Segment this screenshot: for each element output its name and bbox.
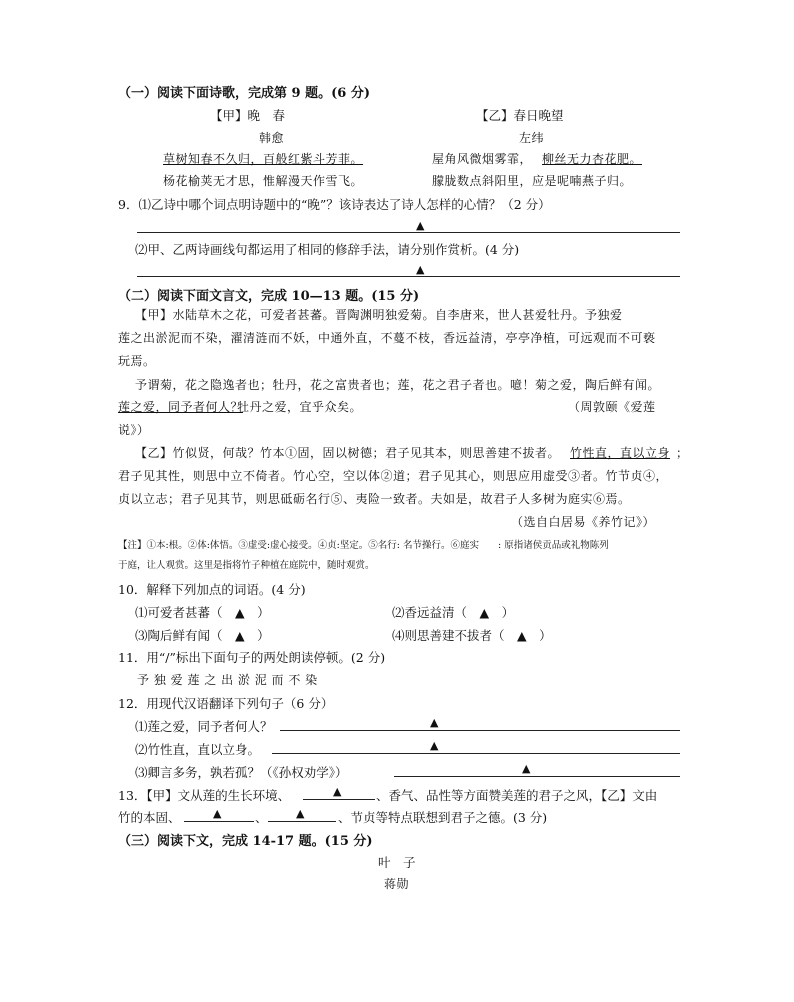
section-1-title: （一）阅读下面诗歌，完成第 9 题。(6 分) — [118, 86, 370, 101]
answer-line — [394, 776, 680, 777]
poem-a-line-1: 草树知春不久归，百般红紫斗芳菲。 — [163, 152, 364, 166]
poem-b-line-1b: 柳丝无力杏花肥。 — [542, 152, 643, 166]
answer-line — [137, 276, 680, 277]
question-10: 10．解释下列加点的词语。(4 分) — [118, 582, 306, 597]
question-12-3: ⑶卿言多务，孰若孤？（《孙权劝学》） — [135, 765, 348, 780]
passage-a-line-4: 予谓菊，花之隐逸者也；牡丹，花之富贵者也；莲，花之君子者也。噫！菊之爱，陶后鲜有闻。 — [135, 378, 661, 392]
essay-author: 蒋勋 — [384, 877, 410, 891]
poem-b-author: 左纬 — [519, 131, 545, 145]
answer-blank — [303, 799, 375, 800]
question-12-2: ⑵竹性直，直以立身。 — [135, 742, 261, 757]
section-2-title: （二）阅读下面文言文，完成 10—13 题。(15 分) — [118, 289, 420, 304]
answer-marker: ▲ — [416, 263, 425, 276]
question-10-4: ⑷则思善建不拔者（ ▲ ） — [392, 628, 552, 643]
answer-marker: ▲ — [296, 807, 305, 820]
passage-a-line-3: 玩焉。 — [118, 354, 156, 368]
passage-a-source-end: 说》） — [118, 423, 150, 437]
question-11: 11．用“/”标出下面句子的两处朗读停顿。(2 分) — [118, 650, 386, 665]
question-13-part-1: 13．【甲】文从莲的生长环境、 — [118, 788, 291, 803]
poem-a-line-2: 杨花榆荚无才思，惟解漫天作雪飞。 — [163, 174, 364, 188]
poem-a-title: 【甲】晚 春 — [210, 108, 286, 123]
answer-marker: ▲ — [430, 716, 439, 729]
passage-b-underlined-sentence: 竹性直，直以立身 — [570, 446, 671, 460]
answer-marker: ▲ — [416, 219, 425, 232]
passage-b-source: （选自白居易《养竹记》） — [511, 515, 656, 529]
passage-a-line-5: 牡丹之爱，宜乎众矣。 — [237, 400, 363, 414]
question-9-2: ⑵甲、乙两诗画线句都运用了相同的修辞手法，请分别作赏析。(4 分) — [135, 242, 520, 257]
question-13-part-4: 、节贞等特点联想到君子之德。(3 分) — [338, 810, 548, 825]
passage-b-line-1: 【乙】竹似贤，何哉？竹本①固，固以树德；君子见其本，则思善建不拔者。 — [135, 446, 561, 460]
answer-line — [280, 730, 680, 731]
question-10-3: ⑶陶后鲜有闻（ ▲ ） — [135, 628, 270, 643]
passage-b-line-1-end: ； — [676, 446, 689, 460]
question-10-1: ⑴可爱者甚蕃（ ▲ ） — [135, 605, 270, 620]
notes-line-1: 【注】①本:根。②体:体悟。③虚受:虚心接受。④贞:坚定。⑤名行: 名节操行。⑥庭实 : 原指诸侯贡品或礼物陈列 — [118, 540, 609, 551]
poem-a-author: 韩愈 — [259, 131, 285, 145]
passage-a-line-1: 【甲】水陆草木之花，可爱者甚蕃。晋陶渊明独爱菊。自李唐来，世人甚爱牡丹。予独爱 — [135, 308, 623, 322]
question-9-1: 9．⑴乙诗中哪个词点明诗题中的“晚”？该诗表达了诗人怎样的心情？（2 分） — [118, 197, 551, 212]
passage-b-line-2: 君子见其性，则思中立不倚者。竹心空，空以体②道；君子见其心，则思应用虚受③者。竹节贞④， — [118, 469, 669, 483]
answer-marker: ▲ — [213, 807, 222, 820]
passage-a-source: （周敦颐《爱莲 — [568, 400, 656, 414]
answer-marker: ▲ — [522, 762, 531, 775]
passage-a-line-2: 莲之出淤泥而不染，濯清涟而不妖，中通外直，不蔓不枝，香远益清，亭亭净植，可远观而不可亵 — [118, 331, 656, 345]
passage-b-line-3: 贞以立志；君子见其节，则思砥砺名行⑤、夷险一致者。夫如是，故君子人多树为庭实⑥焉。 — [118, 492, 631, 506]
answer-marker: ▲ — [430, 739, 439, 752]
question-13-separator: 、 — [255, 810, 268, 825]
answer-line — [272, 753, 680, 754]
poem-b-line-1a: 屋角风微烟雾霏， — [432, 152, 533, 166]
answer-marker: ▲ — [333, 785, 342, 798]
question-13-part-3: 竹的本固、 — [118, 810, 181, 825]
answer-line — [137, 232, 680, 233]
notes-line-2: 于庭，让人观赏。这里是指将竹子种植在庭院中，随时观赏。 — [118, 560, 375, 571]
question-10-2: ⑵香远益清（ ▲ ） — [392, 605, 515, 620]
question-12-1: ⑴莲之爱，同予者何人？ — [135, 719, 273, 734]
question-11-sentence: 予 独 爱 莲 之 出 淤 泥 而 不 染 — [137, 673, 318, 687]
question-13-part-2: 、香气、品性等方面赞美莲的君子之风，【乙】文由 — [376, 788, 658, 803]
answer-blank — [184, 821, 254, 822]
answer-blank — [268, 821, 336, 822]
essay-title: 叶 子 — [378, 855, 416, 870]
question-12: 12．用现代汉语翻译下列句子（6 分） — [118, 696, 334, 711]
poem-b-title: 【乙】春日晚望 — [476, 108, 564, 123]
poem-b-line-2: 朦胧数点斜阳里，应是呢喃燕子归。 — [432, 174, 633, 188]
passage-a-underlined-sentence: 莲之爱，同予者何人？ — [118, 400, 244, 414]
section-3-title: （三）阅读下文，完成 14-17 题。(15 分) — [118, 834, 373, 849]
